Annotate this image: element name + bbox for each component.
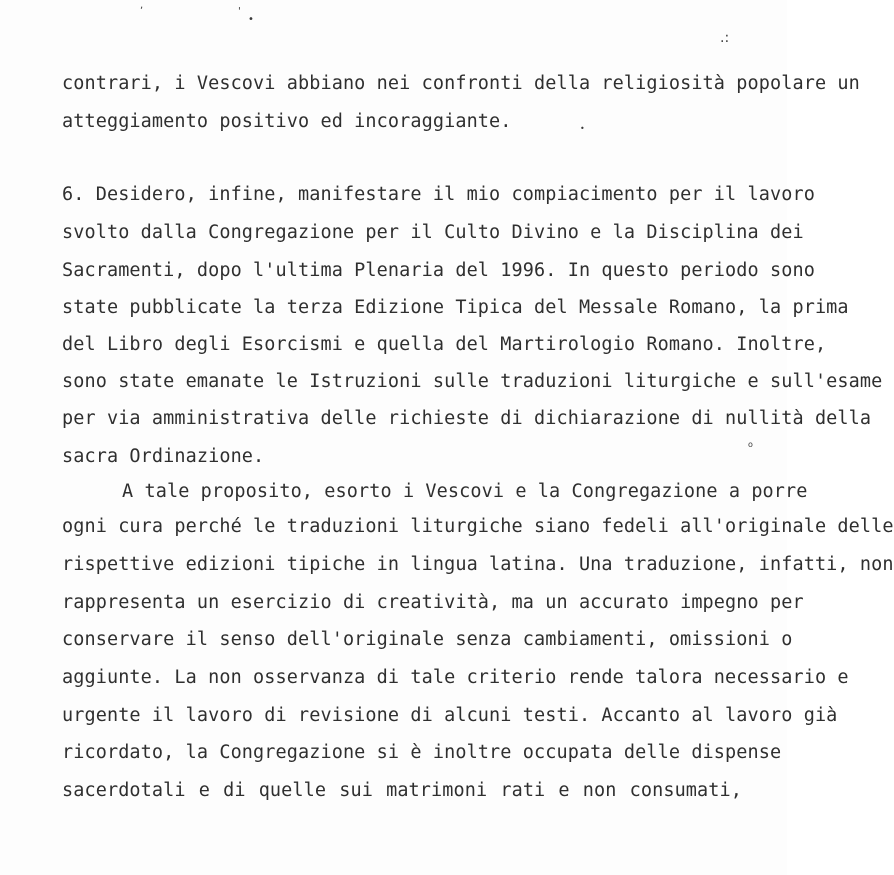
text-line: 6. Desidero, infine, manifestare il mio compiacimento per il lavoro	[62, 184, 815, 205]
text-line: Sacramenti, dopo l'ultima Plenaria del 1996. In questo periodo sono	[62, 260, 815, 281]
text-line: del Libro degli Esorcismi e quella del Martirologio Romano. Inoltre,	[62, 334, 827, 355]
text-line: sacerdotali e di quelle sui matrimoni rati e non consumati,	[62, 780, 742, 801]
text-line: ricordato, la Congregazione si è inoltre occupata delle dispense	[62, 742, 782, 763]
text-line: rispettive edizioni tipiche in lingua latina. Una traduzione, infatti, non	[62, 554, 894, 575]
scan-speck: •	[248, 14, 254, 25]
scan-speck: ο	[748, 440, 753, 449]
text-line: contrari, i Vescovi abbiano nei confronti della religiosità popolare un	[62, 73, 860, 94]
text-line: conservare il senso dell'originale senza cambiamenti, omissioni o	[62, 629, 793, 650]
scan-speck: •	[580, 124, 585, 133]
text-line: rappresenta un esercizio di creatività, ma un accurato impegno per	[62, 592, 804, 613]
text-line: A tale proposito, esorto i Vescovi e la Congregazione a porre	[122, 481, 808, 502]
scan-speck: '	[238, 6, 241, 17]
text-line: per via amministrativa delle richieste di dichiarazione di nullità della	[62, 408, 872, 429]
text-line: ogni cura perché le traduzioni liturgiche siano fedeli all'originale delle	[62, 516, 894, 537]
scan-speck: ,	[140, 0, 144, 11]
text-line: svolto dalla Congregazione per il Culto Divino e la Disciplina dei	[62, 222, 804, 243]
text-line: state pubblicate la terza Edizione Tipica del Messale Romano, la prima	[62, 297, 849, 318]
text-line: sacra Ordinazione.	[62, 446, 265, 467]
text-line: atteggiamento positivo ed incoraggiante.	[62, 111, 512, 132]
page-mark: .:	[720, 30, 730, 46]
text-line: urgente il lavoro di revisione di alcuni testi. Accanto al lavoro già	[62, 705, 838, 726]
text-line: aggiunte. La non osservanza di tale criterio rende talora necessario e	[62, 667, 849, 688]
text-line: sono state emanate le Istruzioni sulle traduzioni liturgiche e sull'esame	[62, 371, 883, 392]
